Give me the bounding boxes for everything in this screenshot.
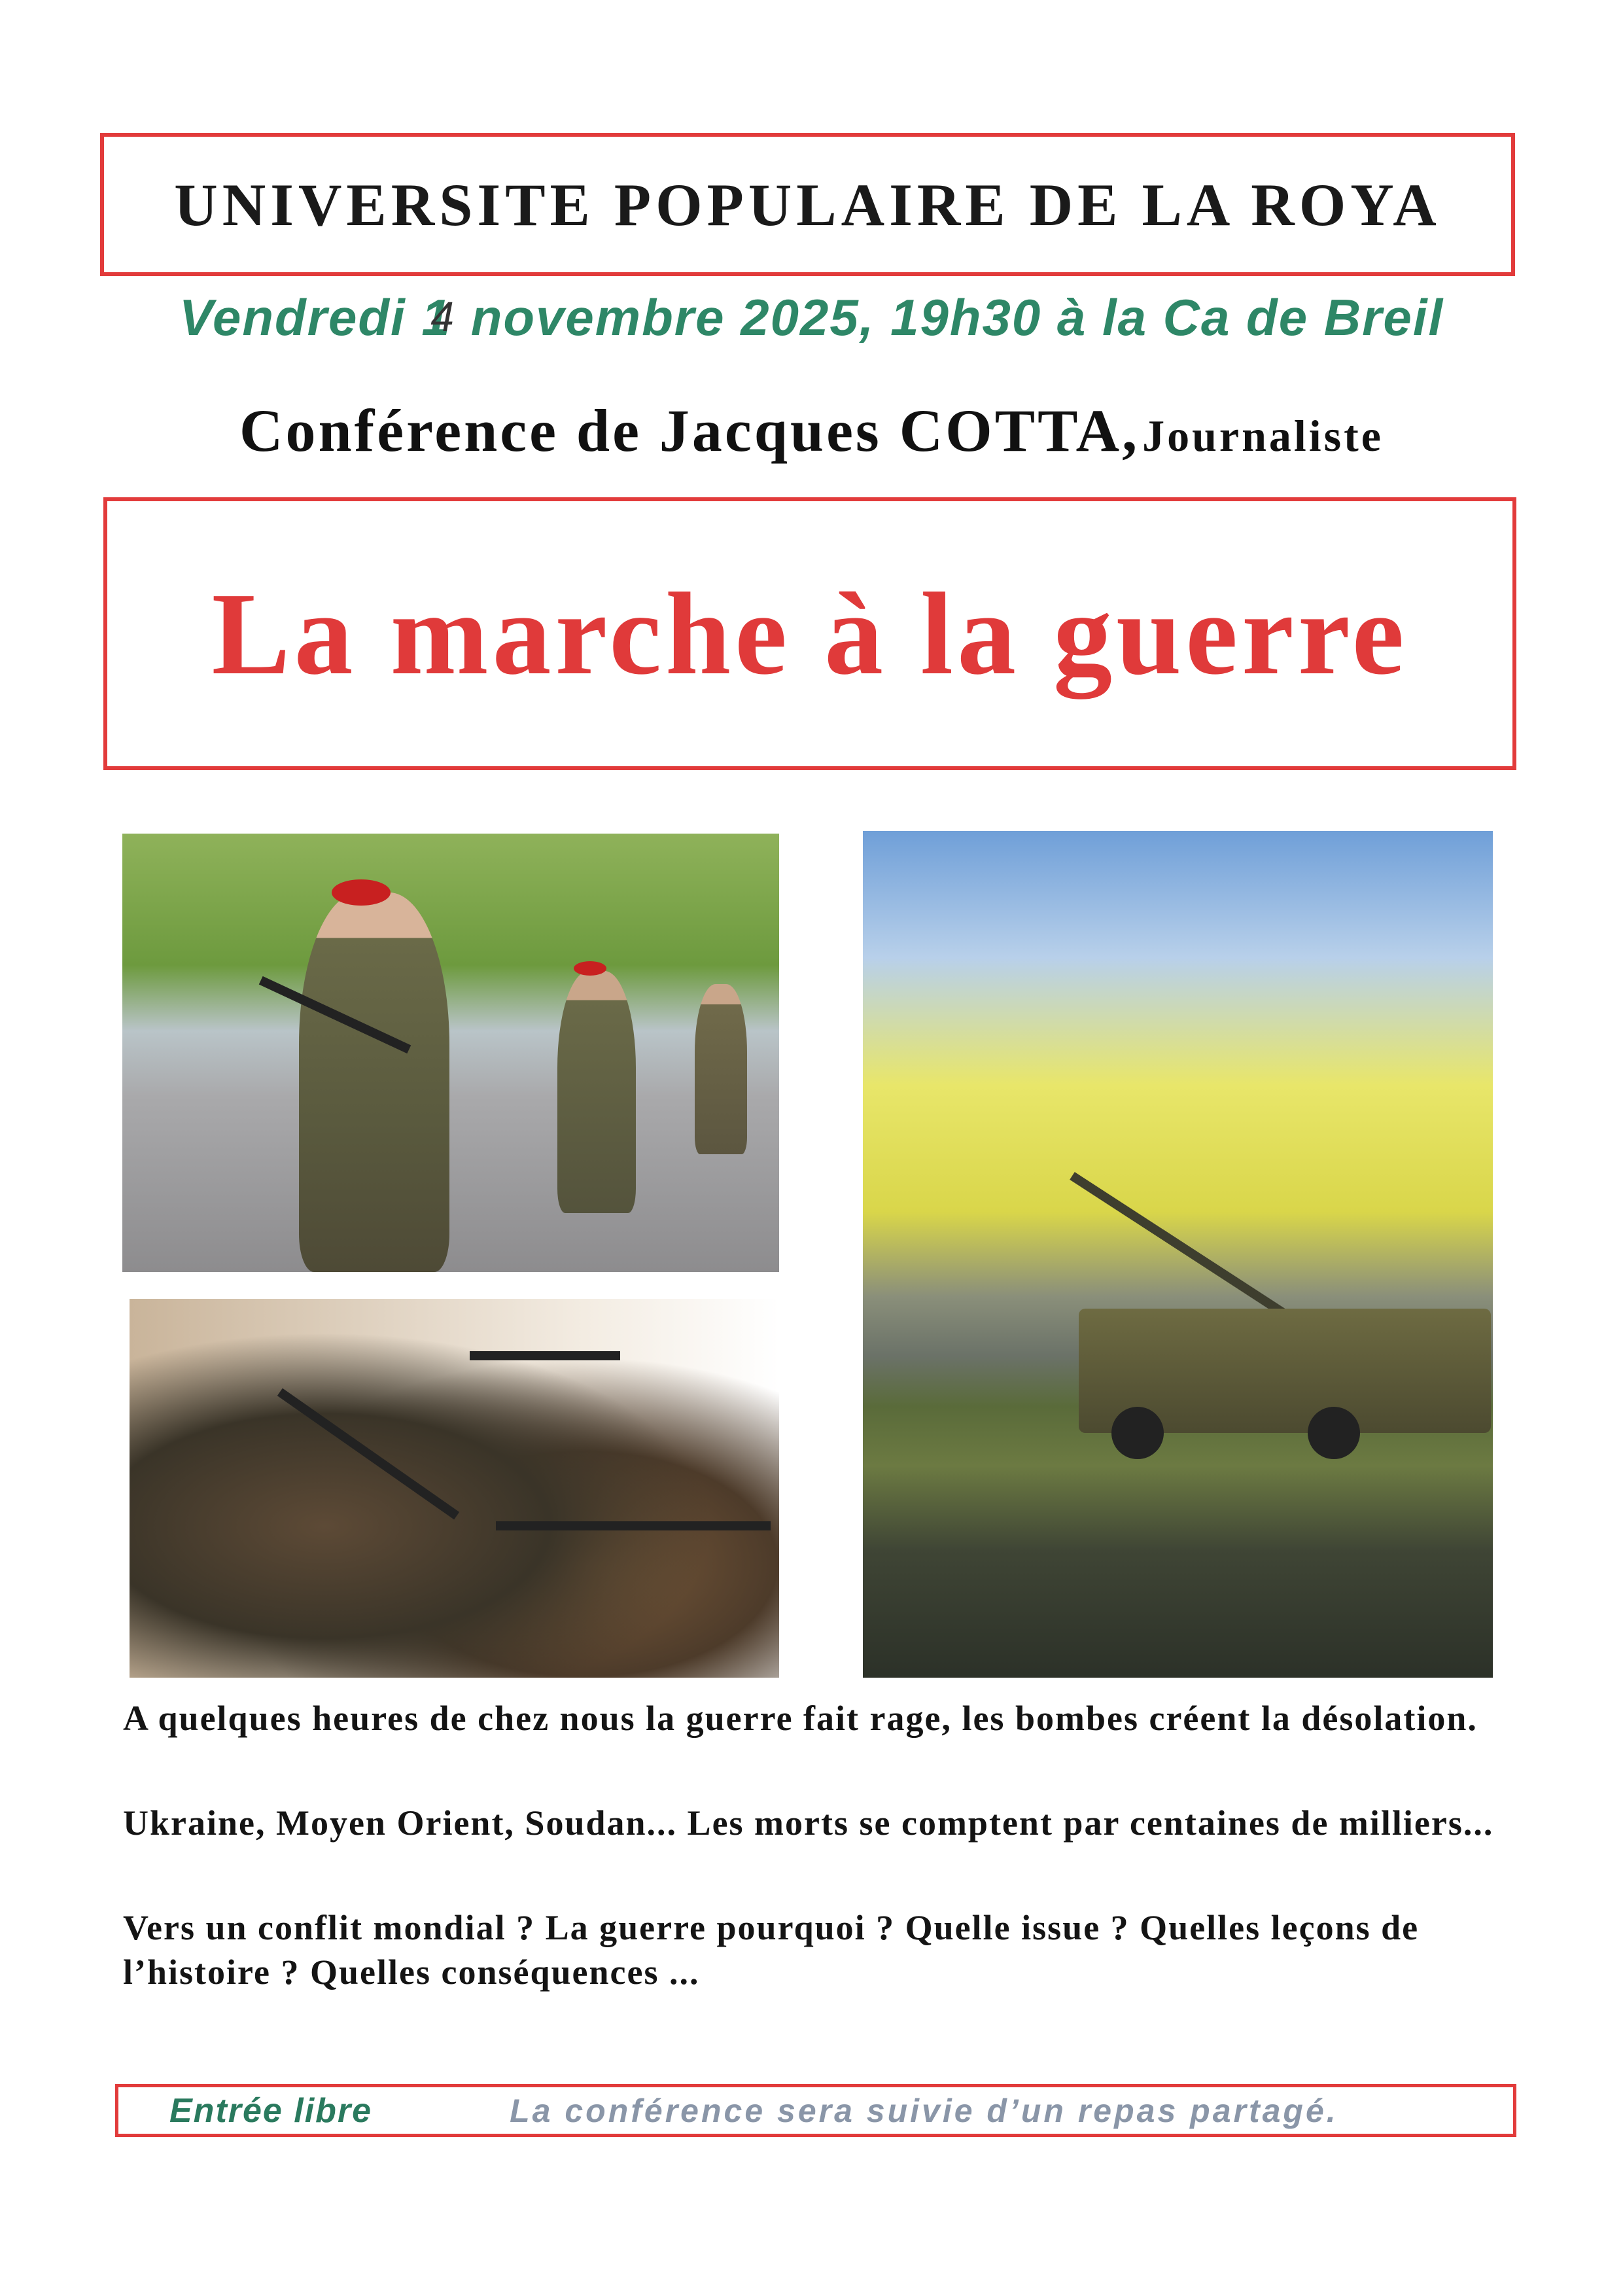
body-paragraph-1: A quelques heures de chez nous la guerre fait rage, les bombes créent la désolation.: [123, 1699, 1478, 1738]
speaker-intro: Conférence de Jacques COTTA,: [239, 397, 1140, 464]
soldiers-patrol-photo: [122, 834, 779, 1272]
body-paragraph-3: Vers un conflit mondial ? La guerre pourquoi ? Quelle issue ? Quelles leçons de l’histoire ? Quelles conséquences ...: [123, 1908, 1420, 1992]
footer-box: [115, 2084, 1516, 2137]
main-title-box: [103, 497, 1516, 770]
combat-soldiers-illustration: [130, 1299, 779, 1678]
body-paragraph-2: Ukraine, Moyen Orient, Soudan... Les morts se comptent par centaines de milliers...: [123, 1803, 1494, 1843]
date-rest: novembre 2025, 19h30 à la Ca de Breil: [470, 289, 1444, 346]
artillery-firing-photo: [863, 831, 1493, 1678]
event-date-line: [0, 288, 1623, 347]
organization-header-box: [100, 133, 1515, 276]
date-day-handwritten: 1 4: [421, 289, 451, 346]
date-prefix: Vendredi: [179, 289, 422, 346]
organization-name: UNIVERSITE POPULAIRE DE LA ROYA: [174, 171, 1441, 238]
speaker-line: [0, 396, 1623, 465]
shared-meal-note: La conférence sera suivie d’un repas partagé.: [510, 2092, 1338, 2129]
free-entry-label: Entrée libre: [169, 2091, 373, 2130]
main-title: La marche à la guerre: [211, 569, 1408, 699]
speaker-role: Journaliste: [1142, 411, 1384, 461]
